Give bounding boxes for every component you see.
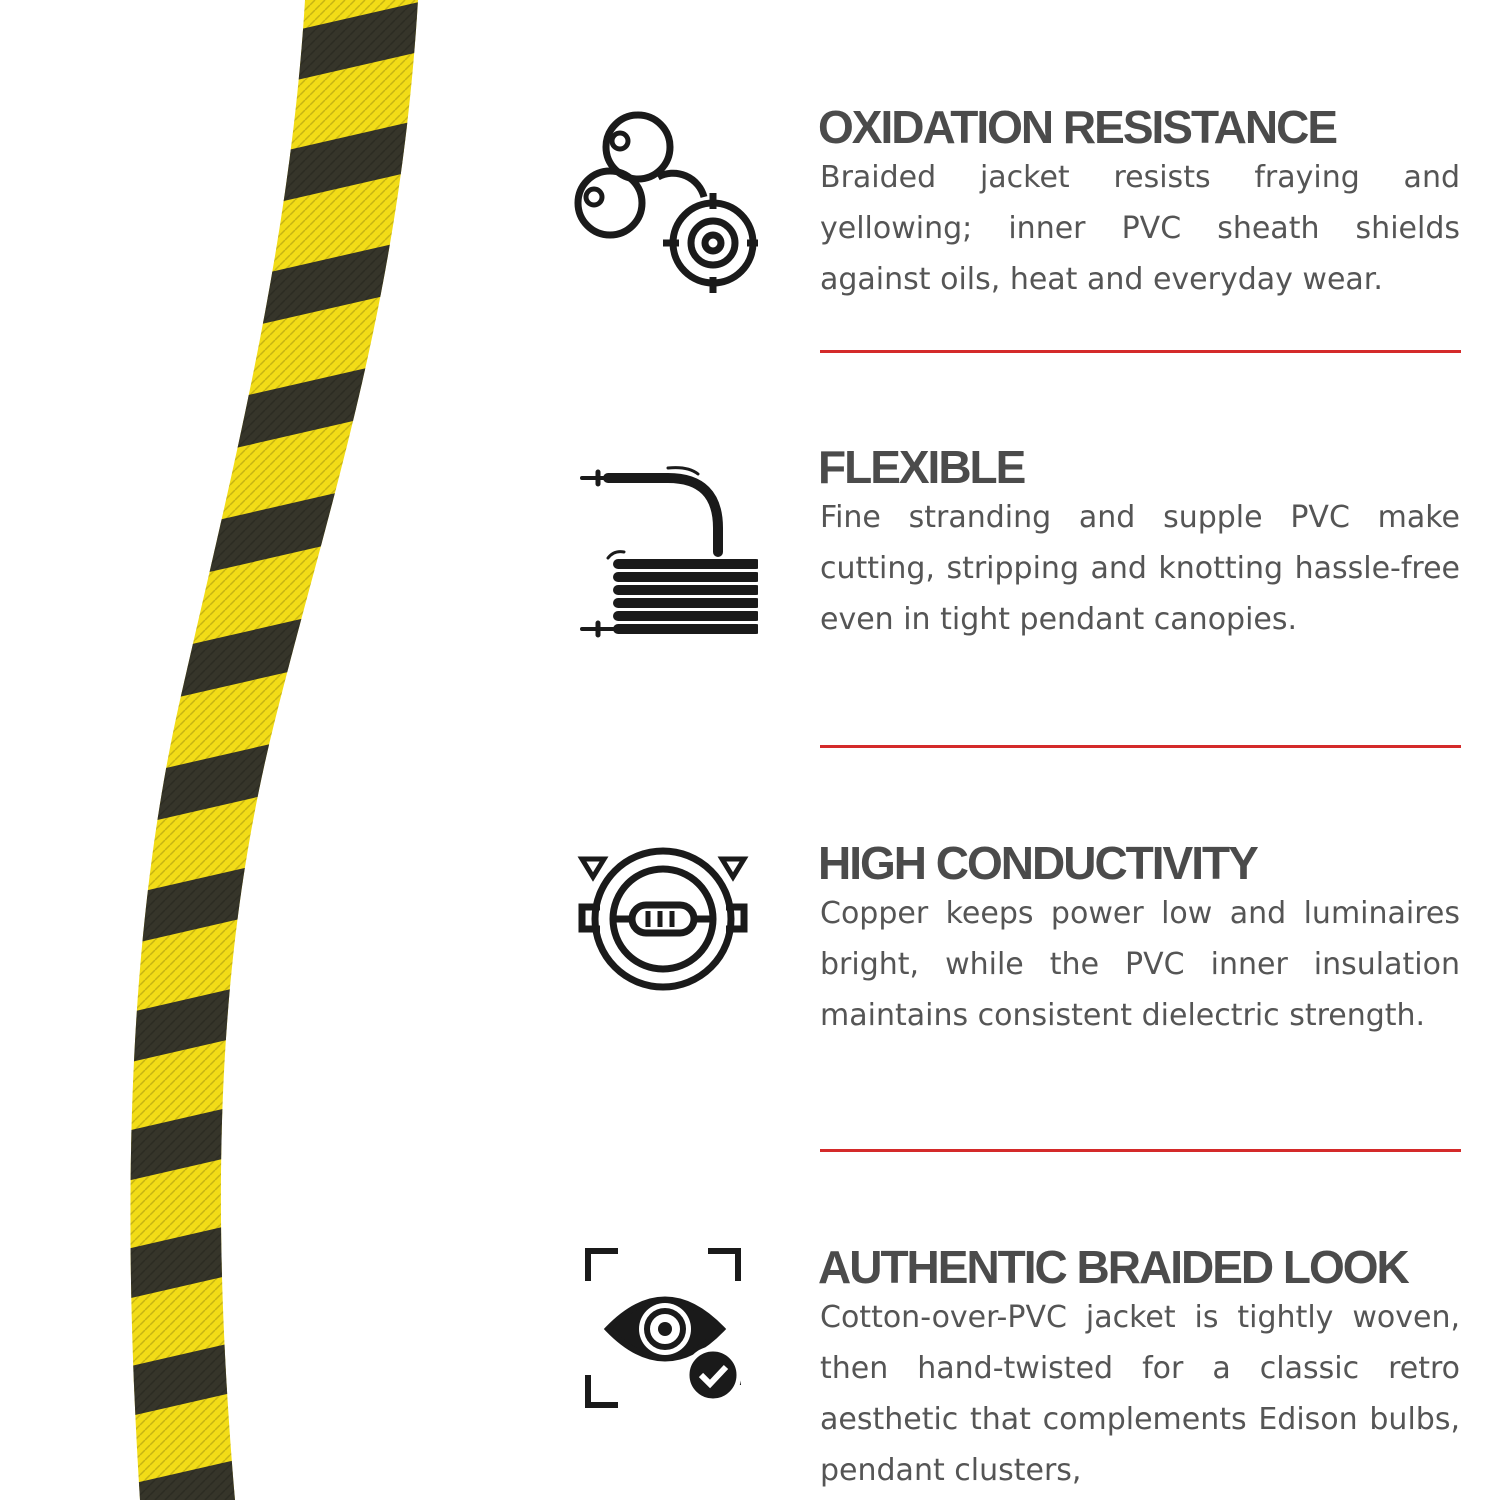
feature-title: AUTHENTIC BRAIDED LOOK bbox=[818, 1241, 1408, 1293]
coiled-cable-icon bbox=[568, 460, 758, 650]
feature-authentic-braided-look bbox=[560, 1240, 1470, 1500]
eye-check-icon bbox=[568, 1245, 758, 1435]
rope-dark-band bbox=[0, 1404, 480, 1500]
feature-title: FLEXIBLE bbox=[818, 441, 1025, 493]
conductor-cross-section-icon bbox=[568, 841, 758, 1031]
feature-description: Fine stranding and supple PVC make cutting, stripping and knotting hassle-free even in tight pendant canopies. bbox=[820, 500, 1460, 637]
feature-oxidation-resistance bbox=[560, 100, 1470, 300]
feature-title: HIGH CONDUCTIVITY bbox=[818, 837, 1257, 889]
rope-dark-band bbox=[0, 932, 480, 1092]
rope-dark-band bbox=[0, 1168, 480, 1328]
feature-description: Cotton-over-PVC jacket is tightly woven, then hand-twisted for a classic retro aesthetic that complements Edison bulbs, pendant clusters, bbox=[820, 1300, 1460, 1488]
rope-dark-band bbox=[0, 224, 480, 384]
rope-dark-band bbox=[0, 106, 480, 266]
section-divider bbox=[820, 745, 1461, 748]
rope-dark-band bbox=[0, 1286, 480, 1446]
braided-rope-image bbox=[0, 0, 480, 1500]
feature-title: OXIDATION RESISTANCE bbox=[818, 101, 1336, 153]
feature-description: Copper keeps power low and luminaires bright, while the PVC inner insulation maintains consistent dielectric strength. bbox=[820, 896, 1460, 1033]
feature-flexible bbox=[560, 440, 1470, 700]
feature-high-conductivity bbox=[560, 836, 1470, 1096]
oxidation-bubbles-icon bbox=[568, 105, 758, 295]
feature-description: Braided jacket resists fraying and yellowing; inner PVC sheath shields against oils, heat and everyday wear. bbox=[820, 160, 1460, 297]
section-divider bbox=[820, 1149, 1461, 1152]
section-divider bbox=[820, 350, 1461, 353]
rope-dark-band bbox=[0, 1050, 480, 1210]
